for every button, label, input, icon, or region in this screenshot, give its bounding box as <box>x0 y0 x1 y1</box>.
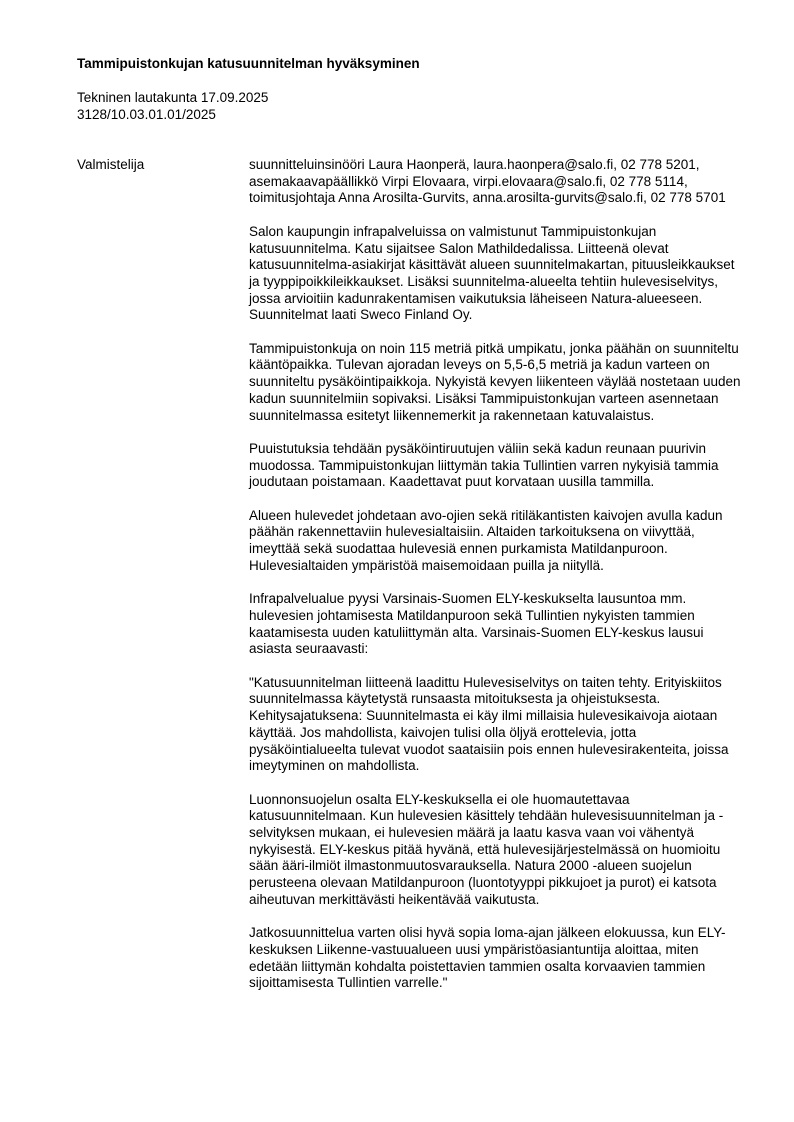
body-paragraph: Puuistutuksia tehdään pysäköintiruutujen väliin sekä kadun reunaan puurivin muodossa. Tammipuistonkujan liittymän takia Tullintien varren nykyisiä tammia joudutaan poistamaan. Kaadettavat puut korvataan uusilla tammilla. <box>249 440 719 490</box>
document-title: Tammipuistonkujan katusuunnitelman hyväksyminen <box>77 56 420 71</box>
body-paragraph: Salon kaupungin infrapalveluissa on valmistunut Tammipuistonkujan katusuunnitelma. Katu sijaitsee Salon Mathildedalissa. Liitteenä olevat katusuunnitelma-asiakirjat käsittävät alueen suunnitelmakartan, pituusleikkaukset ja tyyppipoikkileikkaukset. Lisäksi suunnitelma-alueelta tehtiin hulevesiselvitys, jossa arvioitiin kadunrakentamisen vaikutuksia läheiseen Natura-alueeseen. Suunnitelmat laati Sweco Finland Oy. <box>249 223 735 323</box>
document-body <box>249 157 741 1009</box>
quote-paragraph: Jatkosuunnittelua varten olisi hyvä sopia loma-ajan jälkeen elokuussa, kun ELY-keskuksen Liikenne-vastuualueen uusi ympäristöasiantuntija aloittaa, miten edetään liittymän kohdalta poistettavien tammien osalta korvaavien tammien sijoittamisesta Tullintien varrelle." <box>249 925 726 991</box>
body-paragraph: Alueen hulevedet johdetaan avo-ojien sekä ritiläkantisten kaivojen avulla kadun päähän rakennettaviin hulevesialtaisiin. Altaiden tarkoituksena on viivyttää, imeyttää sekä suodattaa hulevesiä ennen purkamista Matildanpuroon. Hulevesialtaiden ympäristöä maisemoidaan puilla ja niityllä. <box>249 507 723 573</box>
reference-number: 3128/10.03.01.01/2025 <box>77 106 216 122</box>
preparer-label: Valmistelija <box>77 157 145 172</box>
body-paragraph: Infrapalvelualue pyysi Varsinais-Suomen ELY-keskukselta lausuntoa mm. hulevesien johtamisesta Matildanpuroon sekä Tullintien nykyisten tammien kaatamisesta uuden katuliittymän alta. Varsinais-Suomen ELY-keskus lausui asiasta seuraavasti: <box>249 591 704 657</box>
preparer-contacts: suunnitteluinsinööri Laura Haonperä, laura.haonpera@salo.fi, 02 778 5201, asemakaavapäällikkö Virpi Elovaara, virpi.elovaara@salo.fi, 02 778 5114, toimitusjohtaja Anna Arosilta-Gurvits, anna.arosilta-gurvits@salo.fi, 02 778 5701 <box>249 157 726 206</box>
meeting-line: Tekninen lautakunta 17.09.2025 <box>77 90 269 105</box>
quote-paragraph: Luonnonsuojelun osalta ELY-keskuksella ei ole huomautettavaa katusuunnitelmaan. Kun hulevesien käsittely tehdään hulevesisuunnitelman ja -selvityksen mukaan, ei hulevesien määrä ja laatu kasva vaan voi vähentyä nykyisestä. ELY-keskus pitää hyvänä, että hulevesijärjestelmässä on huomioitu sään ääri-ilmiöt ilmastonmuutosvarauksella. Natura 2000 -alueen suojelun perusteena olevaan Matildanpuroon (luontotyyppi pikkujoet ja purot) ei katsota aiheutuvan merkittävästi heikentävää vaikutusta. <box>249 791 724 907</box>
body-paragraph: Tammipuistonkuja on noin 115 metriä pitkä umpikatu, jonka päähän on suunniteltu kääntöpaikka. Tulevan ajoradan leveys on 5,5-6,5 metriä ja kadun varteen on suunniteltu pysäköintipaikkoja. Nykyistä kevyen liikenteen väylää nostetaan uuden kadun suunnitelmiin sopivaksi. Lisäksi Tammipuistonkujan varteen asennetaan suunnitelmassa esitetyt liikennemerkit ja rakennetaan katuvalaistus. <box>249 340 741 423</box>
quote-paragraph: "Katusuunnitelman liitteenä laadittu Hulevesiselvitys on taiten tehty. Erityiskiitos suunnitelmassa käytetystä runsaasta mitoituksesta ja ohjeistuksesta. Kehitysajatuksena: Suunnitelmasta ei käy ilmi millaisia hulevesikaivoja aiotaan käyttää. Jos mahdollista, kaivojen tulisi olla öljyä erottelevia, jotta pysäköintialueelta tulevat vuodot saataisiin pois ennen hulevesirakenteita, joissa imeytyminen on mahdollista. <box>249 674 729 774</box>
meeting-info <box>77 90 268 123</box>
